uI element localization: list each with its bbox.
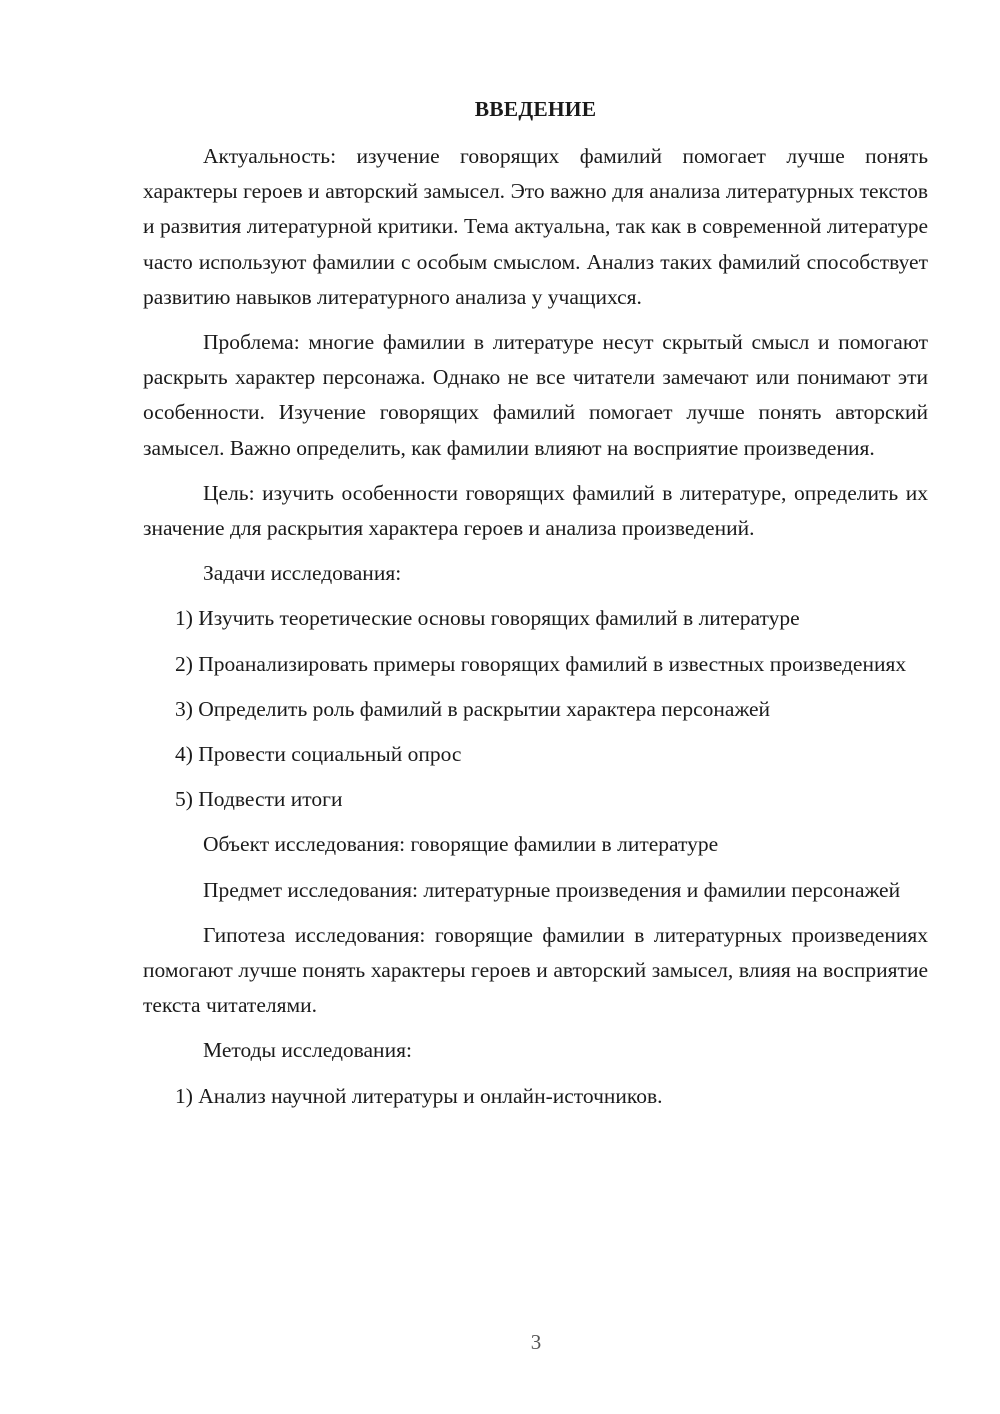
paragraph-goal: Цель: изучить особенности говорящих фамилий в литературе, определить их значение для раскрытия характера героев и анализа произведений.	[143, 480, 928, 541]
page-content	[143, 92, 928, 1124]
page-number: 3	[530, 1330, 542, 1354]
paragraph-problem: Проблема: многие фамилии в литературе несут скрытый смысл и помогают раскрыть характер персонажа. Однако не все читатели замечают или понимают эти особенности. Изучение говорящих фамилий помогает лучше понять авторский замысел. Важно определить, как фамилии влияют на восприятие произведения.	[143, 330, 928, 460]
paragraph-tasks-heading: Задачи исследования:	[203, 561, 402, 586]
paragraph-relevance: Актуальность: изучение говорящих фамилий помогает лучше понять характеры героев и авторский замысел. Это важно для анализа литературных текстов и развития литературной критики. Тема актуальна, так как в современной литературе часто используют фамилии с особым смыслом. Анализ таких фамилий способствует развитию навыков литературного анализа у учащихся.	[143, 144, 928, 309]
list-item-task-1: 1) Изучить теоретические основы говорящих фамилий в литературе	[175, 606, 800, 631]
paragraph-object: Объект исследования: говорящие фамилии в литературе	[203, 832, 719, 857]
list-item-task-4: 4) Провести социальный опрос	[175, 742, 462, 767]
list-item-method-1: 1) Анализ научной литературы и онлайн-источников.	[175, 1083, 663, 1108]
list-item-task-5: 5) Подвести итоги	[175, 787, 343, 812]
paragraph-hypothesis: Гипотеза исследования: говорящие фамилии в литературных произведениях помогают лучше понять характеры героев и авторский замысел, влияя на восприятие текста читателями.	[143, 922, 928, 1018]
paragraph-subject: Предмет исследования: литературные произведения и фамилии персонажей	[203, 877, 901, 902]
section-title: ВВЕДЕНИЕ	[474, 97, 597, 121]
list-item-task-3: 3) Определить роль фамилий в раскрытии характера персонажей	[175, 696, 771, 721]
list-item-task-2: 2) Проанализировать примеры говорящих фамилий в известных произведениях	[175, 651, 907, 676]
paragraph-methods-heading: Методы исследования:	[203, 1038, 412, 1063]
